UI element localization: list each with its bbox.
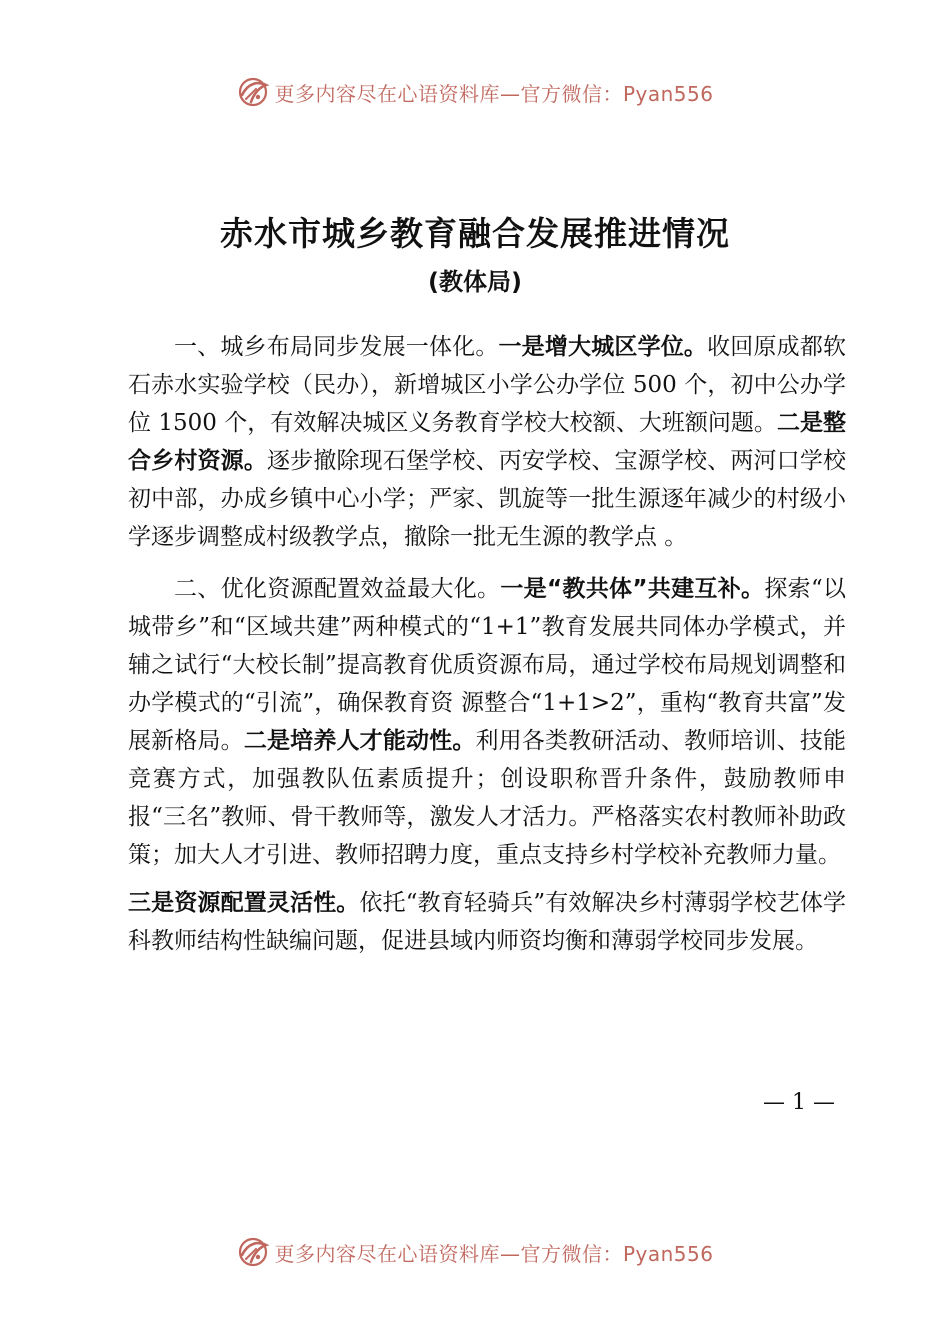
document-body bbox=[128, 328, 846, 960]
body-text: 收回原成都软石赤水实验学校（民办），新增城区小学公办学位 500 个，初中公办学位 1500 个，有效解决城区义务教育学校大校额、大班额问题。 bbox=[128, 334, 847, 436]
watermark-text: 更多内容尽在心语资料库—官方微信：Pyan556 bbox=[274, 1241, 714, 1266]
paragraph-layout-sync bbox=[128, 328, 846, 556]
bold-lead: 一是“教共体”共建互补。 bbox=[500, 576, 765, 602]
paragraph-resource-optimization bbox=[128, 570, 846, 874]
bold-lead: 三是资源配置灵活性。 bbox=[128, 890, 360, 916]
ribbon-mark-icon bbox=[236, 75, 270, 109]
watermark-header bbox=[0, 72, 950, 112]
body-text: 利用各类教研活动、教师培训、技能竞赛方式，加强教队伍素质提升；创设职称晋升条件，鼓励教师申报“三名”教师、骨干教师等，激发人才活力。严格落实农村教师补助政策；加大人才引进、教师招聘力度，重点支持乡村学校补充教师力量。 bbox=[128, 728, 847, 868]
bold-lead: 一是增大城区学位。 bbox=[498, 334, 708, 360]
ribbon-mark-icon bbox=[236, 1235, 270, 1269]
page-number: — 1 — bbox=[763, 1090, 835, 1115]
section-heading: 二、优化资源配置效益最大化。 bbox=[174, 576, 501, 602]
watermark-text: 更多内容尽在心语资料库—官方微信：Pyan556 bbox=[274, 81, 714, 106]
document-title: 赤水市城乡教育融合发展推进情况 bbox=[220, 214, 730, 253]
body-text: 逐步撤除现石堡学校、丙安学校、宝源学校、两河口学校初中部，办成乡镇中心小学；严家、凯旋等一批生源逐年减少的村级小学逐步调整成村级教学点，撤除一批无生源的教学点 。 bbox=[128, 448, 847, 550]
bold-lead: 二是培养人才能动性。 bbox=[243, 728, 476, 754]
bold-lead: 二是整合乡村资源。 bbox=[128, 410, 847, 474]
body-text: 依托“教育轻骑兵”有效解决乡村薄弱学校艺体学科教师结构性缺编问题，促进县域内师资均衡和薄弱学校同步发展。 bbox=[128, 890, 846, 954]
body-text: 探索“以城带乡”和“区域共建”两种模式的“1+1”教育发展共同体办学模式，并辅之试行“大校长制”提高教育优质资源布局，通过学校布局规划调整和办学模式的“引流”，确保教育资 源整合“1+1>2”，重构“教育共富”发展新格局。 bbox=[128, 576, 847, 754]
paragraph-flexible-allocation bbox=[128, 884, 846, 960]
section-heading: 一、城乡布局同步发展一体化。 bbox=[174, 334, 499, 360]
document-subtitle: (教体局) bbox=[428, 268, 522, 296]
watermark-footer bbox=[0, 1232, 950, 1272]
